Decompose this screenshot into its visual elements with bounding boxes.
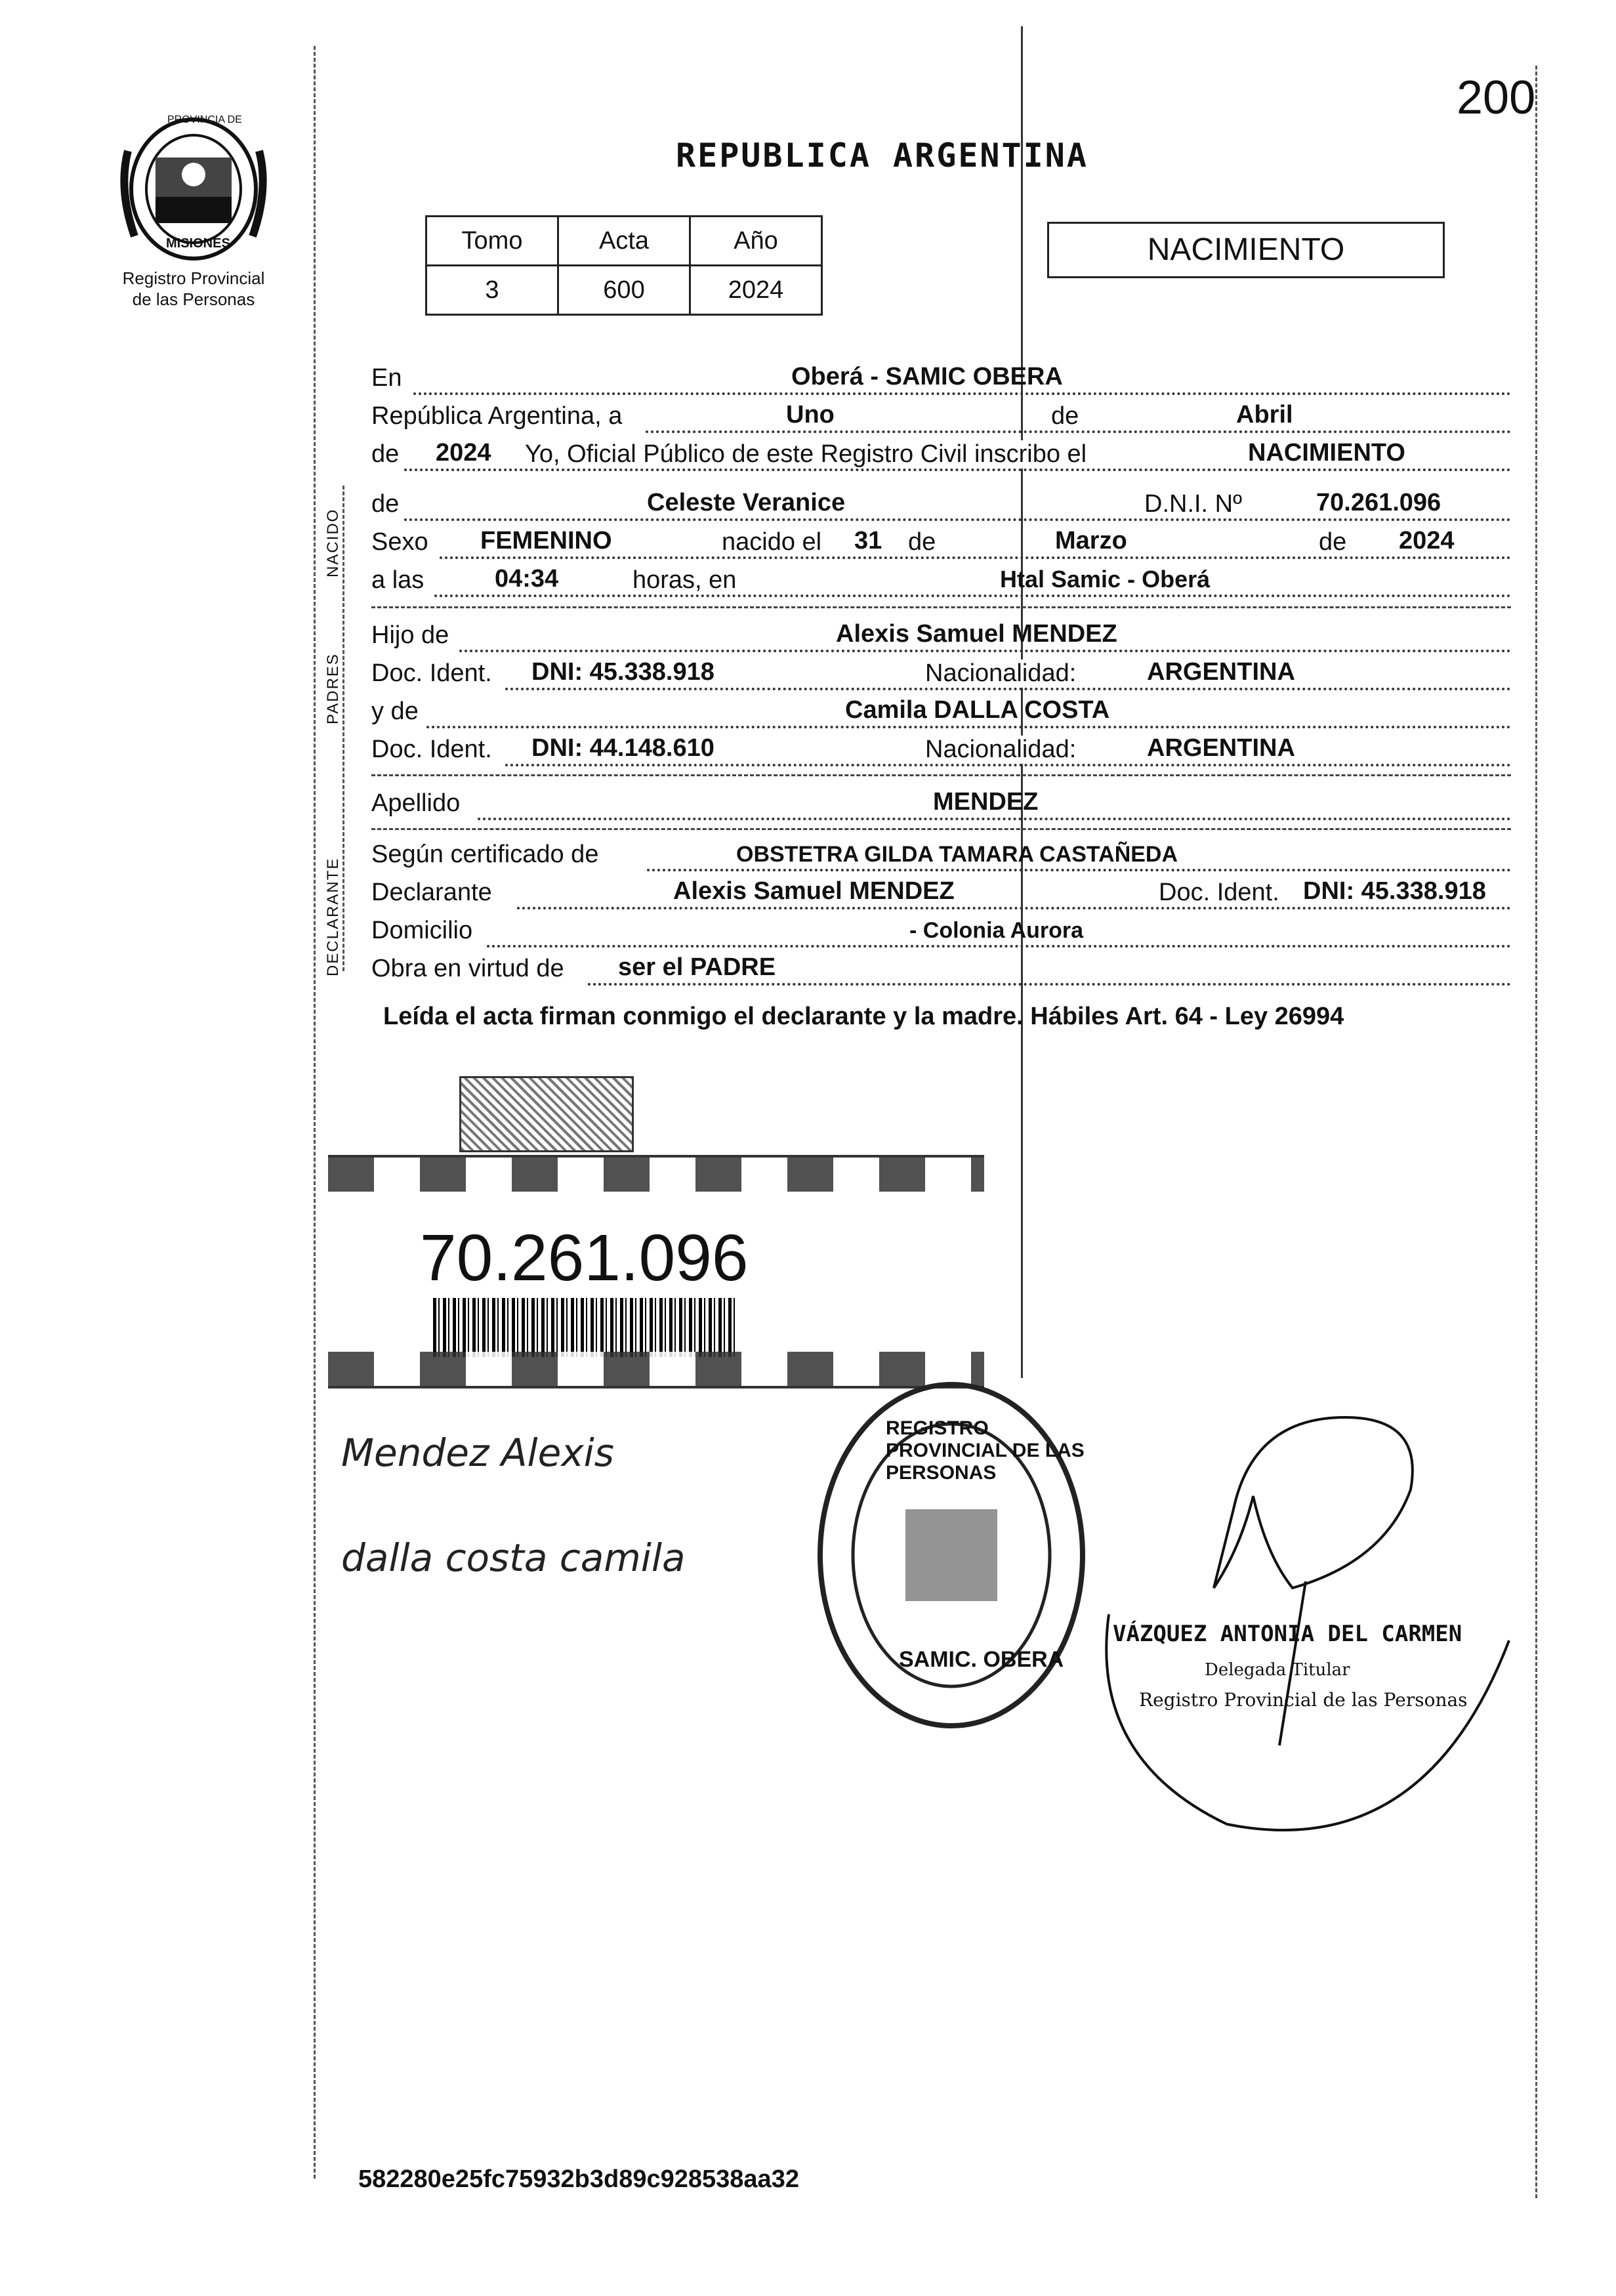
section-label-nacido: NACIDO bbox=[324, 508, 342, 577]
official-name: VÁZQUEZ ANTONIA DEL CARMEN bbox=[1113, 1621, 1462, 1647]
father-nat-label: Nacionalidad: bbox=[922, 659, 1079, 688]
declarant-doc: DNI: 45.338.918 bbox=[1303, 877, 1486, 905]
page-number: 200 bbox=[1457, 72, 1536, 124]
sexo-label: Sexo bbox=[371, 528, 428, 556]
province-seal-logo bbox=[115, 112, 272, 262]
year-value: 2024 bbox=[436, 439, 491, 467]
apellido-label: Apellido bbox=[371, 789, 461, 817]
declarante-label: Declarante bbox=[371, 879, 492, 906]
obra-label: Obra en virtud de bbox=[371, 955, 564, 982]
separator-1 bbox=[371, 606, 1511, 608]
row-father-doc bbox=[371, 655, 1511, 692]
nacido-de-label: de bbox=[371, 490, 400, 518]
row-republica bbox=[371, 398, 1511, 434]
header-ano: Año bbox=[690, 217, 822, 266]
father-name: Alexis Samuel MENDEZ bbox=[836, 620, 1117, 648]
official-role: Delegada Titular bbox=[1205, 1660, 1350, 1680]
birth-time: 04:34 bbox=[495, 565, 559, 593]
value-ano: 2024 bbox=[690, 266, 822, 315]
father-nat: ARGENTINA bbox=[1147, 658, 1295, 686]
left-margin-line bbox=[314, 46, 316, 2179]
place-value: Oberá - SAMIC OBERA bbox=[791, 363, 1063, 390]
officer-text: Yo, Oficial Público de este Registro Civil inscribo el bbox=[522, 440, 1089, 469]
value-acta: 600 bbox=[558, 266, 690, 315]
row-en bbox=[371, 360, 1511, 396]
a-las-label: a las bbox=[371, 566, 425, 594]
security-band-top bbox=[328, 1155, 984, 1192]
separator-2 bbox=[371, 774, 1511, 776]
child-name: Celeste Veranice bbox=[647, 489, 846, 516]
hijo-label: Hijo de bbox=[371, 621, 449, 649]
country-title: REPUBLICA ARGENTINA bbox=[676, 136, 1088, 175]
birth-place: Htal Samic - Oberá bbox=[1000, 566, 1211, 593]
header-tomo: Tomo bbox=[426, 217, 558, 266]
mother-nat: ARGENTINA bbox=[1147, 734, 1295, 762]
day-value: Uno bbox=[786, 401, 835, 428]
sexo-value: FEMENINO bbox=[480, 527, 612, 554]
mother-doc-label: Doc. Ident. bbox=[371, 736, 492, 763]
de-label-2: de bbox=[905, 528, 938, 556]
obra-value: ser el PADRE bbox=[618, 953, 776, 981]
row-domicilio bbox=[371, 912, 1511, 949]
barcode-number: 70.261.096 bbox=[420, 1221, 749, 1295]
declarant-doc-label: Doc. Ident. bbox=[1156, 879, 1282, 907]
stamp-ring-text: REGISTRO PROVINCIAL DE LAS PERSONAS bbox=[886, 1417, 1085, 1484]
sidebar-line bbox=[342, 486, 344, 971]
birth-day: 31 bbox=[854, 527, 882, 554]
de2-label: de bbox=[371, 440, 400, 468]
dni-label: D.N.I. Nº bbox=[1142, 490, 1245, 518]
official-office: Registro Provincial de las Personas bbox=[1139, 1689, 1468, 1711]
certificate-value: OBSTETRA GILDA TAMARA CASTAÑEDA bbox=[736, 842, 1178, 867]
row-mother-doc bbox=[371, 731, 1511, 768]
registry-name: Registro Provincial de las Personas bbox=[122, 268, 265, 309]
cert-label: Según certificado de bbox=[371, 841, 599, 868]
row-apellido bbox=[371, 785, 1511, 822]
document-type-box: NACIMIENTO bbox=[1047, 222, 1445, 278]
republica-label: República Argentina, a bbox=[371, 402, 623, 430]
de-label: de bbox=[1048, 402, 1081, 430]
seal-text-top: PROVINCIA DE bbox=[167, 114, 242, 125]
stamp-inner-text: SAMIC. OBERA bbox=[899, 1647, 1064, 1672]
section-label-padres: PADRES bbox=[324, 653, 342, 724]
section-label-declarante: DECLARANTE bbox=[324, 857, 342, 976]
row-sexo bbox=[371, 524, 1511, 560]
month-value: Abril bbox=[1236, 401, 1293, 428]
header-acta: Acta bbox=[558, 217, 690, 266]
horas-label: horas, en bbox=[630, 566, 739, 595]
act-kind-value: NACIMIENTO bbox=[1248, 439, 1405, 467]
mother-nat-label: Nacionalidad: bbox=[922, 736, 1079, 764]
row-officer bbox=[371, 436, 1511, 472]
row-certificado bbox=[371, 836, 1511, 873]
row-obra bbox=[371, 950, 1511, 987]
mother-name: Camila DALLA COSTA bbox=[845, 696, 1110, 724]
father-doc: DNI: 45.338.918 bbox=[531, 658, 715, 686]
official-stamp bbox=[807, 1371, 1096, 1739]
seal-text-bottom: MISIONES bbox=[166, 236, 230, 251]
child-dni: 70.261.096 bbox=[1316, 489, 1441, 516]
document-hash: 582280e25fc75932b3d89c928538aa32 bbox=[358, 2165, 799, 2193]
barcode bbox=[433, 1298, 735, 1357]
nacido-el-label: nacido el bbox=[719, 528, 824, 556]
declarant-name: Alexis Samuel MENDEZ bbox=[673, 877, 955, 905]
en-label: En bbox=[371, 364, 402, 392]
father-doc-label: Doc. Ident. bbox=[371, 659, 492, 687]
row-mother bbox=[371, 693, 1511, 730]
apellido-value: MENDEZ bbox=[933, 788, 1039, 816]
y-de-label: y de bbox=[371, 698, 419, 725]
row-name bbox=[371, 486, 1511, 522]
value-tomo: 3 bbox=[426, 266, 558, 315]
mother-doc: DNI: 44.148.610 bbox=[531, 734, 715, 762]
closing-text: Leída el acta firman conmigo el declarante y la madre. Hábiles Art. 64 - Ley 26994 bbox=[383, 1003, 1344, 1030]
reference-table bbox=[425, 215, 823, 316]
security-pattern bbox=[459, 1076, 634, 1152]
separator-3 bbox=[371, 828, 1511, 830]
right-margin-line bbox=[1535, 66, 1537, 2198]
domicilio-label: Domicilio bbox=[371, 917, 473, 944]
signature-father: Mendez Alexis bbox=[341, 1430, 614, 1475]
row-declarante bbox=[371, 874, 1511, 911]
row-hijo bbox=[371, 617, 1511, 654]
domicile-value: - Colonia Aurora bbox=[909, 918, 1084, 943]
signature-mother: dalla costa camila bbox=[341, 1535, 686, 1580]
birth-year: 2024 bbox=[1399, 527, 1455, 554]
birth-month: Marzo bbox=[1055, 527, 1127, 554]
de-label-3: de bbox=[1316, 528, 1349, 556]
row-hora bbox=[371, 562, 1511, 598]
